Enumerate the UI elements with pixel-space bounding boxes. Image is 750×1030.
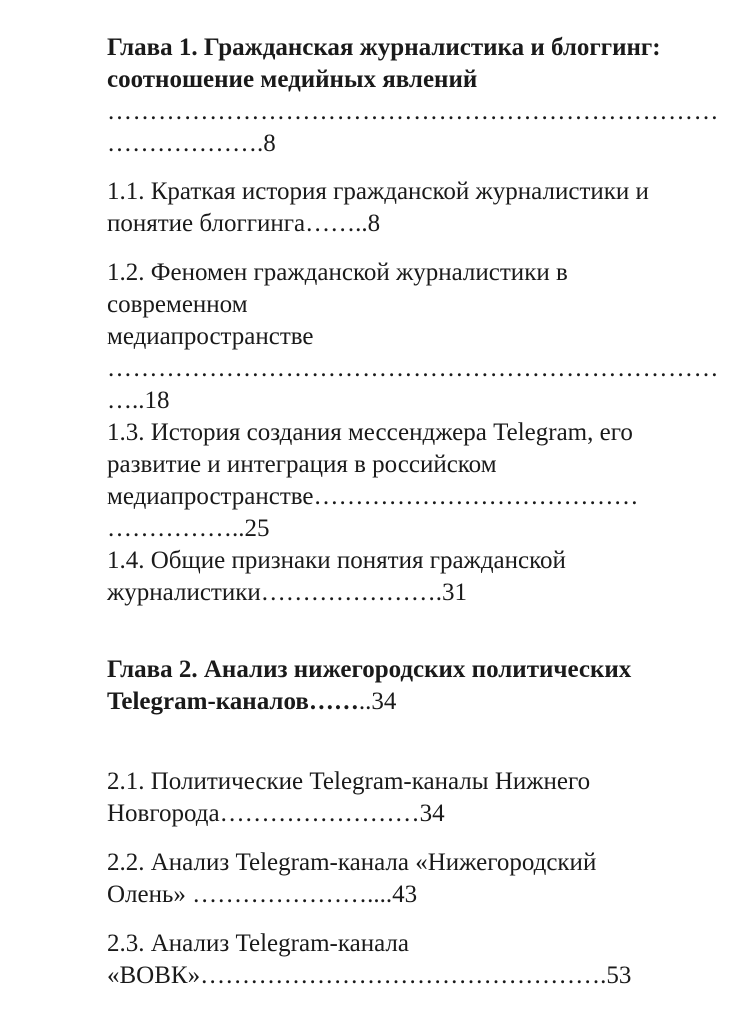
chapter-1-title-line-1: Глава 1. Гражданская журналистика и блоггинг: [107, 34, 661, 61]
chapter-2-page-number: ..34 [358, 688, 397, 715]
section-1-2-line-2: современном [107, 291, 248, 318]
section-1-4-line-1: 1.4. Общие признаки понятия гражданской [107, 547, 566, 574]
section-1-1-line-1: 1.1. Краткая история гражданской журналистики и [107, 178, 649, 205]
chapter-1-title-line-2: соотношение медийных явлений [107, 66, 478, 93]
section-1-3-line-2: развитие и интеграция в российском [107, 451, 497, 478]
section-1-1-line-2: понятие блоггинга……..8 [107, 210, 381, 237]
chapter-2-title-bold-part: Telegram-каналов…… [107, 688, 359, 715]
section-1-2-line-1: 1.2. Феномен гражданской журналистики в [107, 259, 568, 286]
chapter-1-page-number: ……………….8 [107, 130, 276, 157]
section-1-3-line-3: медиапространстве………………………………… [107, 483, 639, 510]
section-1-2-page-number: …..18 [107, 387, 170, 414]
section-2-1-line-2: Новгорода……………………34 [107, 800, 445, 827]
section-2-2-line-2: Олень» …………………....43 [107, 881, 418, 908]
chapter-2-title-line-1: Глава 2. Анализ нижегородских политических [107, 656, 632, 683]
section-1-2-leader-dots: ……………………………………………………………… [107, 355, 719, 382]
chapter-1-leader-dots: ……………………………………………………………… [107, 98, 719, 125]
chapter-2-title-line-2 [107, 686, 396, 718]
section-2-3-line-2: «ВОВК»………………………………………….53 [107, 962, 632, 989]
section-1-3-page-number: ……………..25 [107, 515, 270, 542]
section-1-3-line-1: 1.3. История создания мессенджера Telegram, его [107, 419, 633, 446]
section-2-3-line-1: 2.3. Анализ Telegram-канала [107, 930, 409, 957]
section-1-4-line-2: журналистики………………….31 [107, 579, 467, 606]
section-2-1-line-1: 2.1. Политические Telegram-каналы Нижнего [107, 768, 591, 795]
section-1-2-line-3: медиапространстве [107, 323, 314, 350]
section-2-2-line-1: 2.2. Анализ Telegram-канала «Нижегородский [107, 849, 597, 876]
